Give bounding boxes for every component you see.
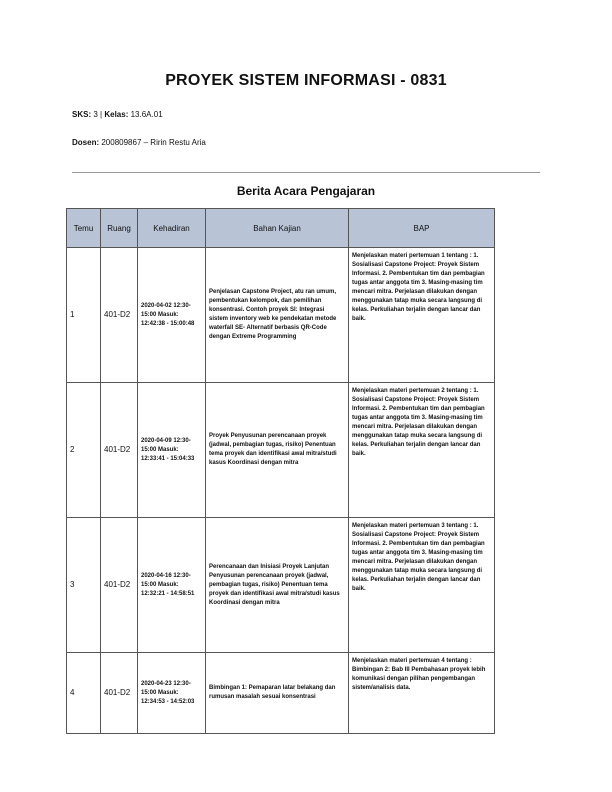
course-meta	[72, 110, 163, 119]
cell-bap: Menjelaskan materi pertemuan 1 tentang : 1. Sosialisasi Capstone Project: Proyek Sistem Informasi. 2. Pembentukan tim dan pembagian tugas antar anggota tim 3. Masing-masing tim mencari mitra. Perjelasan dilakukan dengan menggunakan tatap muka secara langsung di kelas. Perkuliahan terjalin dengan lancar dan baik.	[349, 248, 495, 383]
cell-bahan-kajian: Penjelasan Capstone Project, atu ran umum, pembentukan kelompok, dan pemilihan konsentrasi. Contoh proyek SI: Integrasi sistem inventory web ke pendekatan metode waterfall SE- Alternatif berbasis QR-Code dengan Extreme Programming	[206, 248, 349, 383]
kelas-label: Kelas:	[104, 110, 129, 119]
header-temu: Temu	[67, 209, 101, 248]
header-kehadiran: Kehadiran	[138, 209, 206, 248]
cell-bap: Menjelaskan materi pertemuan 4 tentang : Bimbingan 2: Bab III Pembahasan proyek lebih komunikasi dengan pilihan pengembangan sistem/analisis data.	[349, 653, 495, 734]
cell-temu: 4	[67, 653, 101, 734]
cell-ruang: 401-D2	[101, 518, 138, 653]
cell-bap: Menjelaskan materi pertemuan 3 tentang : 1. Sosialisasi Capstone Project: Proyek Sistem Informasi. 2. Pembentukan tim dan pembagian tugas antar anggota tim 3. Masing-masing tim mencari mitra. Perjelasan dilakukan dengan menggunakan tatap muka secara langsung di kelas. Perkuliahan terjalin dengan lancar dan baik.	[349, 518, 495, 653]
cell-ruang: 401-D2	[101, 653, 138, 734]
sks-label: SKS:	[72, 110, 92, 119]
sks-value: 3	[93, 110, 98, 119]
dosen-label: Dosen:	[72, 138, 100, 147]
cell-temu: 3	[67, 518, 101, 653]
document-title: PROYEK SISTEM INFORMASI - 0831	[165, 72, 447, 89]
cell-temu: 1	[67, 248, 101, 383]
cell-bap: Menjelaskan materi pertemuan 2 tentang : 1. Sosialisasi Capstone Project: Proyek Sistem Informasi. 2. Pembentukan tim dan pembagian tugas antar anggota tim 3. Masing-masing tim mencari mitra. Perjelasan dilakukan dengan menggunakan tatap muka secara langsung di kelas. Perkuliahan terjalin dengan lancar dan baik.	[349, 383, 495, 518]
teaching-record-table	[66, 208, 495, 734]
cell-kehadiran: 2020-04-09 12:30-15:00 Masuk: 12:33:41 - 15:04:33	[138, 383, 206, 518]
header-bap: BAP	[349, 209, 495, 248]
section-title: Berita Acara Pengajaran	[236, 184, 376, 198]
header-ruang: Ruang	[101, 209, 138, 248]
cell-kehadiran: 2020-04-23 12:30-15:00 Masuk: 12:34:53 - 14:52:03	[138, 653, 206, 734]
cell-bahan-kajian: Proyek Penyusunan perencanaan proyek (jadwal, pembagian tugas, risiko) Penentuan tema proyek dan identifikasi awal mitra/studi kasus Koordinasi dengan mitra	[206, 383, 349, 518]
cell-bahan-kajian: Bimbingan 1: Pemaparan latar belakang dan rumusan masalah sesuai konsentrasi	[206, 653, 349, 734]
cell-kehadiran: 2020-04-02 12:30-15:00 Masuk: 12:42:38 - 15:00:48	[138, 248, 206, 383]
table-header-row	[67, 209, 495, 248]
table-row	[67, 248, 495, 383]
header-bahan-kajian: Bahan Kajian	[206, 209, 349, 248]
table-row	[67, 653, 495, 734]
table-row	[67, 383, 495, 518]
kelas-value: 13.6A.01	[130, 110, 163, 119]
cell-ruang: 401-D2	[101, 383, 138, 518]
dosen-value: 200809867 – Ririn Restu Aria	[101, 138, 206, 147]
cell-bahan-kajian: Perencanaan dan Inisiasi Proyek Lanjutan Penyusunan perencanaan proyek (jadwal, pembagian tugas, risiko) Penentuan tema proyek dan identifikasi awal mitra/studi kasus Koordinasi dengan mitra	[206, 518, 349, 653]
cell-ruang: 401-D2	[101, 248, 138, 383]
table-row	[67, 518, 495, 653]
cell-kehadiran: 2020-04-16 12:30-15:00 Masuk: 12:32:21 - 14:58:51	[138, 518, 206, 653]
meta-separator: |	[100, 110, 103, 119]
lecturer-meta	[72, 138, 206, 147]
divider	[72, 172, 540, 173]
cell-temu: 2	[67, 383, 101, 518]
